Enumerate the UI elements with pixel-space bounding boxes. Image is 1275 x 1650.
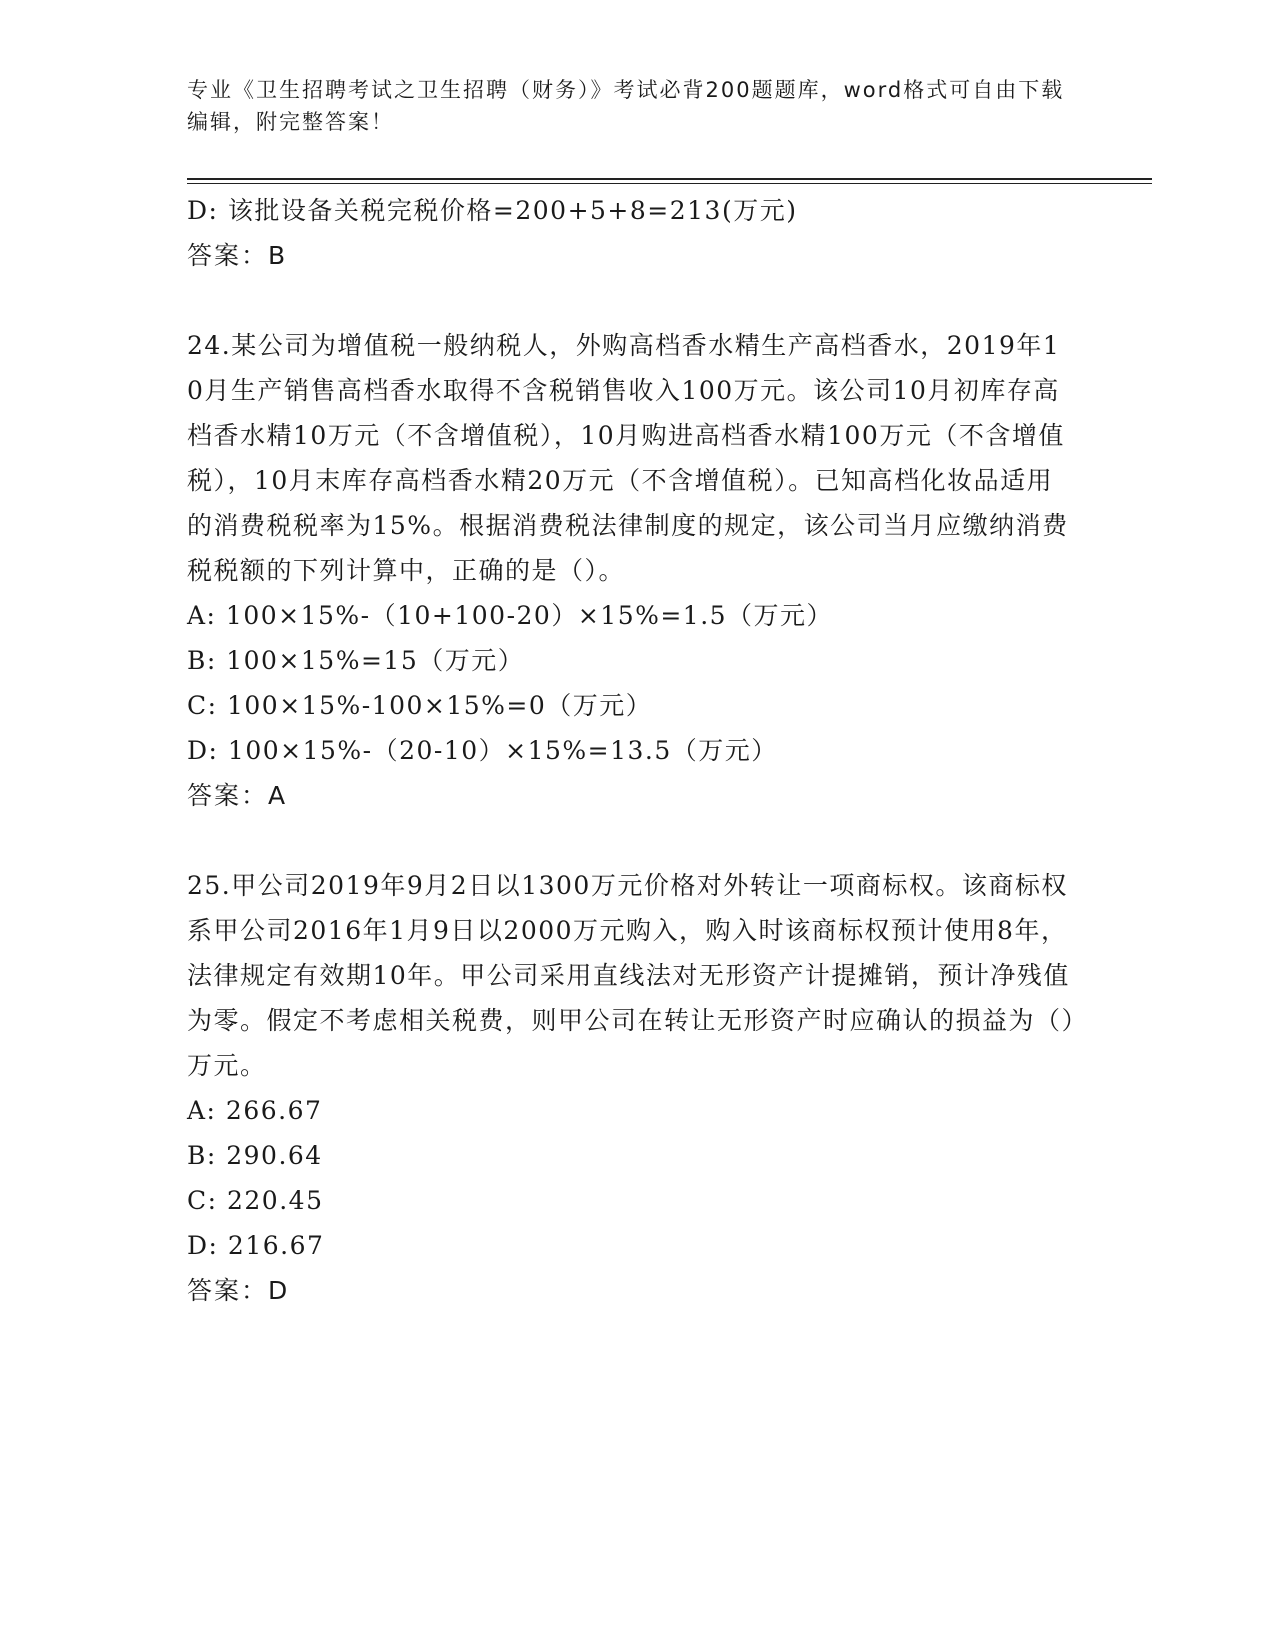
question-24-option-c: C: 100×15%-100×15%=0（万元）: [187, 691, 653, 720]
question-24-option-d: D: 100×15%-（20-10）×15%=13.5（万元）: [187, 736, 778, 765]
question-24-text: 24.某公司为增值税一般纳税人，外购高档香水精生产高档香水，2019年10月生产销售高档香水取得不含税销售收入100万元。该公司10月初库存高档香水精10万元（不含增值税），10月购进高档香水精100万元（不含增值税），10月末库存高档香水精20万元（不含增值税）。已知高档化妆品适用的消费税税率为15%。根据消费税法律制度的规定，该公司当月应缴纳消费税税额的下列计算中，正确的是（）。: [187, 331, 1069, 585]
question-24-answer: 答案：A: [187, 781, 288, 810]
document-header-title: 专业《卫生招聘考试之卫生招聘（财务）》考试必背200题题库，word格式可自由下载编辑，附完整答案！: [187, 78, 1065, 134]
question-24-option-a: A: 100×15%-（10+100-20）×15%=1.5（万元）: [187, 601, 834, 630]
question-25-text: 25.甲公司2019年9月2日以1300万元价格对外转让一项商标权。该商标权系甲公司2016年1月9日以2000万元购入，购入时该商标权预计使用8年，法律规定有效期10年。甲公司采用直线法对无形资产计提摊销，预计净残值为零。假定不考虑相关税费，则甲公司在转让无形资产时应确认的损益为（）万元。: [187, 871, 1076, 1080]
spacer: [187, 818, 1087, 863]
question-25-option-c: C: 220.45: [187, 1186, 324, 1215]
question-25-option-b: B: 290.64: [187, 1141, 323, 1170]
prev-question-answer: 答案：B: [187, 241, 288, 270]
prev-question-option-d: D: 该批设备关税完税价格=200+5+8=213(万元): [187, 196, 798, 225]
question-25: [187, 863, 1087, 1313]
question-25-answer: 答案：D: [187, 1276, 290, 1305]
header-divider-thin: [187, 183, 1152, 184]
question-25-option-a: A: 266.67: [187, 1096, 323, 1125]
document-body: [187, 188, 1087, 1313]
question-24: [187, 323, 1087, 818]
header-divider-thick: [187, 178, 1152, 180]
question-25-option-d: D: 216.67: [187, 1231, 325, 1260]
spacer: [187, 278, 1087, 323]
question-24-option-b: B: 100×15%=15（万元）: [187, 646, 525, 675]
